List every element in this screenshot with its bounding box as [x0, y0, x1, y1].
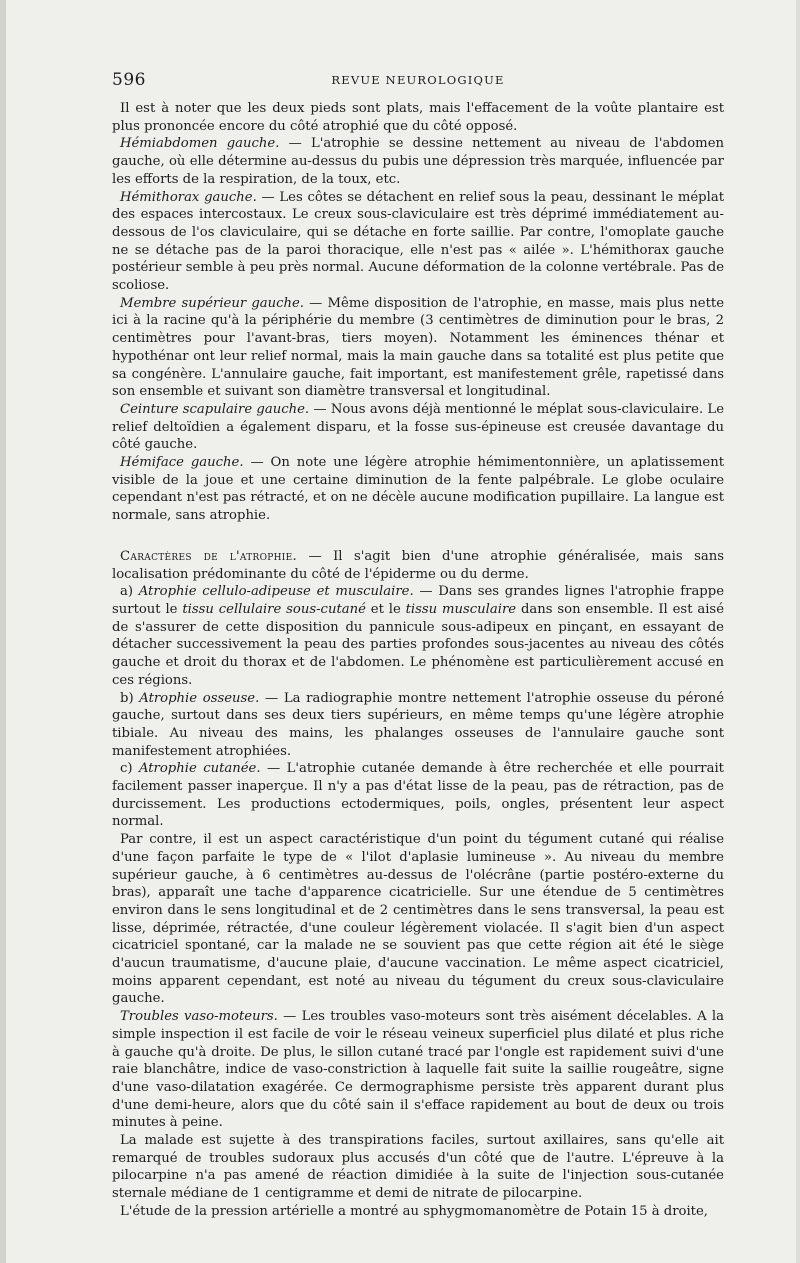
section-lead-cellulo-adipeuse: Atrophie cellulo-adipeuse et musculaire.: [138, 584, 414, 600]
item-prefix: b): [120, 690, 140, 706]
article-body: [112, 100, 724, 1221]
scan-edge-left: [0, 0, 6, 1263]
paragraph-transpirations: [112, 1132, 724, 1203]
section-lead-ceinture-scapulaire: Ceinture scapulaire gauche.: [120, 401, 310, 417]
section-lead-osseuse: Atrophie osseuse.: [139, 690, 260, 706]
paragraph-text: — Il s'agit bien d'une atrophie généralisée, mais sans localisation prédominante du côté de l'épiderme ou du derme.: [112, 548, 724, 582]
section-lead-hemiface: Hémiface gauche.: [120, 455, 244, 471]
paragraph-text: — Dans ses grandes lignes l'atrophie frappe surtout le: [112, 584, 724, 617]
running-title: REVUE NEUROLOGIQUE: [331, 73, 505, 87]
paragraph-feet: [112, 100, 724, 135]
paragraph-text: dans son ensemble. Il est aisé de s'assurer de cette disposition du pannicule sous-adipeux en pinçant, en essayant de détacher successivement la peau des parties profondes sous-jacentes au niveau des côtés gauche et droit du thorax et de l'abdomen. Le phénomène est particulièrement accusé en ces régions.: [112, 601, 725, 688]
paragraph-text: — Les troubles vaso-moteurs sont très aisément décelables. A la simple inspection il est facile de voir le réseau veineux superficiel plus dilaté et plus riche à gauche qu'à droite. De plus, le sillon cutané tracé par l'ongle est rapidement suivi d'une raie blanchâtre, indice de vaso-constriction à laquelle fait suite la saillie rougeâtre, signe d'une vaso-dilatation exagérée. Ce dermographisme persiste très apparent durant plus d'une demi-heure, alors que du côté sain il s'efface rapidement au bout de deux ou trois minutes à peine.: [112, 1009, 724, 1131]
section-heading-caracteres: Caractères de l'atrophie.: [120, 548, 298, 564]
section-lead-cutanee: Atrophie cutanée.: [138, 761, 261, 777]
paragraph-text: Par contre, il est un aspect caractéristique d'un point du tégument cutané qui réalise d'une façon parfaite le type de « l'ilot d'aplasie lumineuse ». Au niveau du membre supérieur gauche, à 6 centimètres au-dessus de l'olécrâne (partie postéro-externe du bras), apparaît une tache d'apparence cicatricielle. Sur une étendue de 5 centimètres environ dans le sens longitudinal et de 2 centimètres dans le sens transversal, la peau est lisse, déprimée, rétractée, d'une couleur légèrement violacée. Il s'agit bien d'un aspect cicatriciel spontané, car la malade ne se souvient pas que cette région ait été le siège d'aucun traumatisme, d'aucune plaie, d'aucune vaccination. Le même aspect cicatriciel, moins apparent cependant, est noté au niveau du tégument du creux sous-claviculaire gauche.: [112, 832, 724, 1007]
paragraph-atrophie-cellulo-adipeuse: [112, 583, 724, 689]
section-lead-hemithorax: Hémithorax gauche.: [120, 189, 257, 205]
paragraph-hemithorax: [112, 189, 724, 295]
paragraph-text: — La radiographie montre nettement l'atrophie osseuse du péroné gauche, surtout dans ses deux tiers supérieurs, en même temps qu'une légère atrophie tibiale. Au niveau des mains, les phalanges osseuses de l'annulaire gauche sont manifestement atrophiées.: [112, 690, 724, 759]
paragraph-atrophie-osseuse: [112, 690, 724, 761]
paragraph-atrophie-cutanee: [112, 760, 724, 831]
paragraph-text: L'étude de la pression artérielle a montré au sphygmomanomètre de Potain 15 à droite,: [120, 1203, 708, 1219]
paragraph-text: — Nous avons déjà mentionné le méplat sous-claviculaire. Le relief deltoïdien a également disparu, et la fosse sus-épineuse est creusée davantage du côté gauche.: [112, 401, 724, 453]
paragraph-membre-superieur: [112, 295, 724, 401]
section-lead-vaso-moteurs: Troubles vaso-moteurs.: [120, 1009, 278, 1025]
paragraph-text: — L'atrophie cutanée demande à être recherchée et elle pourrait facilement passer inaperçue. Il n'y a pas d'état lisse de la peau, pas de rétraction, pas de durcissement. Les productions ectodermiques, poils, ongles, présentent leur aspect normal.: [112, 761, 724, 830]
paragraph-text: — Même disposition de l'atrophie, en masse, mais plus nette ici à la racine qu'à la périphérie du membre (3 centimètres de diminution pour le bras, 2 centimètres pour l'avant-bras, tiers moyen). Notamment les éminences thénar et hypothénar ont leur relief normal, mais la main gauche dans sa totalité est plus petite que sa congénère. L'annulaire gauche, fait important, est manifestement grêle, rapetissé dans son ensemble et suivant son diamètre transversal et longitudinal.: [112, 295, 724, 400]
paragraph-text: et le: [365, 601, 406, 617]
paragraph-pression-arterielle: [112, 1203, 724, 1221]
page-number: 596: [112, 70, 146, 90]
item-prefix: c): [120, 761, 139, 777]
item-prefix: a): [120, 584, 139, 600]
paragraph-text: — On note une légère atrophie hémimentonnière, un aplatissement visible de la joue et une certaine diminution de la fente palpébrale. Le globe oculaire cependant n'est pas rétracté, et on ne décèle aucune modification pupillaire. La langue est normale, sans atrophie.: [112, 455, 724, 524]
page-header: [112, 70, 724, 90]
paragraph-hemiface: [112, 454, 724, 525]
section-lead-hemiabdomen: Hémiabdomen gauche.: [120, 136, 280, 152]
scan-edge-right: [796, 0, 800, 1263]
paragraph-caracteres: [112, 548, 724, 583]
paragraph-text: — L'atrophie se dessine nettement au niveau de l'abdomen gauche, où elle détermine au-dessus du pubis une dépression très marquée, influencée par les efforts de la respiration, de la toux, etc.: [112, 136, 724, 187]
paragraph-hemiabdomen: [112, 135, 724, 188]
paragraph-troubles-vaso-moteurs: [112, 1008, 724, 1132]
emphasis-tissu-cellulaire: tissu cellulaire sous-cutané: [182, 601, 366, 617]
paragraph-ceinture-scapulaire: [112, 401, 724, 454]
paragraph-ilot-aplasie: [112, 831, 724, 1008]
emphasis-tissu-musculaire: tissu musculaire: [405, 601, 517, 617]
paragraph-text: Il est à noter que les deux pieds sont plats, mais l'effacement de la voûte plantaire est plus prononcée encore du côté atrophié que du côté opposé.: [112, 101, 724, 134]
paragraph-text: — Les côtes se détachent en relief sous la peau, dessinant le méplat des espaces intercostaux. Le creux sous-claviculaire est très déprimé immédiatement au-dessous de l'os claviculaire, qui se détache en forte saillie. Par contre, l'omoplate gauche ne se détache pas de la paroi thoracique, elle n'est pas « ailée ». L'hémithorax gauche postérieur semble à peu près normal. Aucune déformation de la colonne vertébrale. Pas de scoliose.: [112, 189, 724, 294]
paragraph-text: La malade est sujette à des transpirations faciles, surtout axillaires, sans qu'elle ait remarqué de troubles sudoraux plus accusés d'un côté que de l'autre. L'épreuve à la pilocarpine n'a pas amené de réaction dimidiée à la suite de l'injection sous-cutanée sternale médiane de 1 centigramme et demi de nitrate de pilocarpine.: [112, 1133, 724, 1202]
section-lead-membre-superieur: Membre supérieur gauche.: [120, 295, 304, 311]
